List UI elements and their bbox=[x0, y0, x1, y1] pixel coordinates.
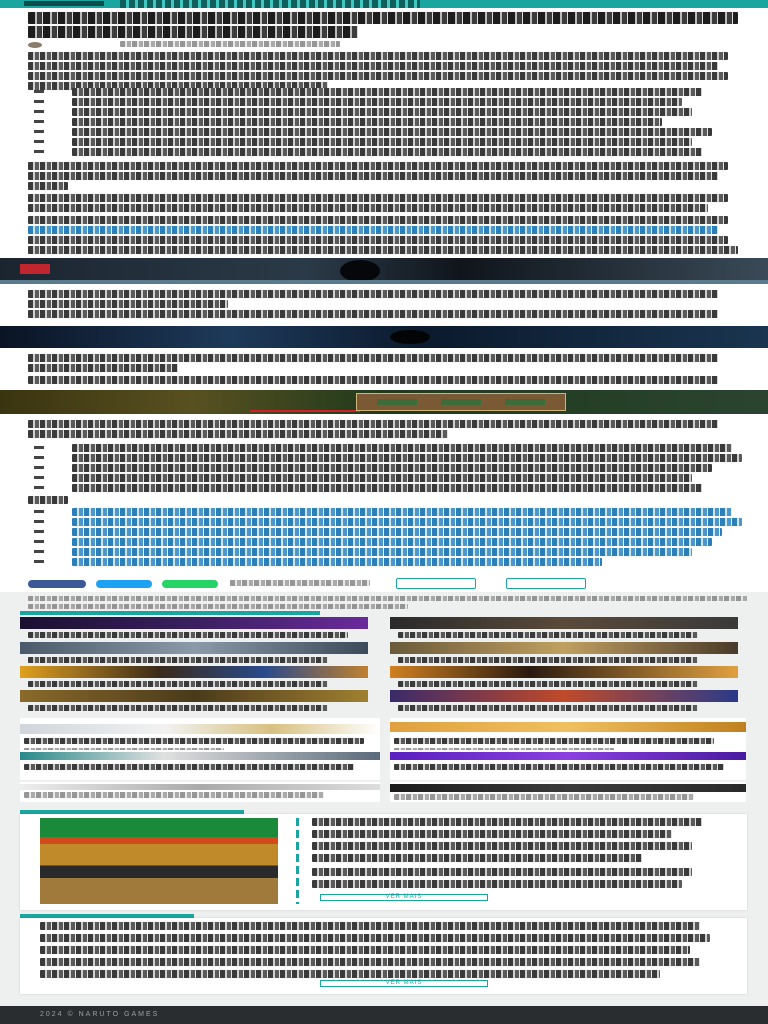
post-thumbnail bbox=[20, 784, 380, 790]
paragraph-line bbox=[28, 420, 718, 428]
post-title bbox=[394, 738, 714, 744]
image-detail bbox=[356, 393, 566, 411]
bullet-marker bbox=[34, 550, 44, 553]
see-more-button[interactable]: VER MAIS bbox=[320, 894, 488, 901]
list-item bbox=[72, 148, 702, 156]
related-link[interactable] bbox=[72, 518, 742, 526]
prev-post-button[interactable] bbox=[396, 578, 476, 589]
widget-item[interactable] bbox=[40, 970, 660, 978]
list-item bbox=[72, 88, 702, 96]
bullet-marker bbox=[34, 476, 44, 479]
share-bar bbox=[0, 576, 768, 592]
widget-item[interactable] bbox=[312, 830, 672, 838]
list-item bbox=[72, 464, 712, 472]
author-avatar bbox=[28, 42, 42, 48]
widget-item[interactable] bbox=[40, 946, 690, 954]
widget-item[interactable] bbox=[312, 880, 682, 888]
post-card[interactable] bbox=[20, 750, 380, 780]
paragraph-line bbox=[28, 236, 728, 244]
post-title bbox=[394, 794, 694, 800]
list-item bbox=[72, 128, 712, 136]
related-area bbox=[0, 592, 768, 1006]
list-item bbox=[72, 474, 692, 482]
post-thumbnail bbox=[20, 752, 380, 760]
post-thumbnail bbox=[390, 722, 746, 732]
bullet-marker bbox=[34, 530, 44, 533]
post-title[interactable] bbox=[398, 632, 698, 638]
bullet-marker bbox=[34, 456, 44, 459]
site-header bbox=[0, 0, 768, 8]
paragraph-line bbox=[28, 246, 738, 254]
bullet-marker bbox=[34, 110, 44, 113]
post-thumbnail[interactable] bbox=[390, 617, 738, 629]
site-logo[interactable] bbox=[120, 0, 420, 8]
related-link[interactable] bbox=[72, 538, 712, 546]
post-thumbnail[interactable] bbox=[390, 642, 738, 654]
widget-panel bbox=[20, 918, 747, 994]
post-title bbox=[24, 792, 324, 798]
article-title-line-2 bbox=[28, 26, 358, 38]
bullet-marker bbox=[34, 510, 44, 513]
game-thumbnail[interactable] bbox=[40, 818, 278, 904]
post-card[interactable] bbox=[390, 750, 746, 780]
post-title[interactable] bbox=[28, 657, 328, 663]
tags-line bbox=[28, 596, 748, 601]
post-title[interactable] bbox=[28, 632, 348, 638]
breadcrumb[interactable] bbox=[24, 1, 104, 6]
paragraph-line bbox=[28, 172, 718, 180]
paragraph-line bbox=[28, 290, 718, 298]
image-detail bbox=[377, 399, 417, 405]
article-image bbox=[0, 258, 768, 284]
bullet-marker bbox=[34, 130, 44, 133]
related-heading bbox=[20, 611, 320, 615]
facebook-share-button[interactable] bbox=[28, 580, 86, 588]
bullet-marker bbox=[34, 560, 44, 563]
post-title bbox=[24, 738, 364, 744]
post-title bbox=[394, 764, 724, 770]
post-card[interactable] bbox=[390, 782, 746, 802]
list-divider bbox=[296, 818, 299, 904]
next-post-button[interactable] bbox=[506, 578, 586, 589]
list-item bbox=[72, 454, 742, 462]
bullet-marker bbox=[34, 90, 44, 93]
image-detail bbox=[505, 399, 545, 405]
bullet-marker bbox=[34, 466, 44, 469]
post-title[interactable] bbox=[398, 681, 698, 687]
paragraph-line bbox=[28, 162, 728, 170]
author-name[interactable] bbox=[120, 41, 340, 47]
paragraph-line bbox=[28, 310, 718, 318]
character-silhouette bbox=[390, 330, 430, 344]
bullet-marker bbox=[34, 486, 44, 489]
footer-copyright: 2024 © NARUTO GAMES bbox=[40, 1011, 160, 1018]
post-card[interactable] bbox=[20, 782, 380, 802]
post-thumbnail[interactable] bbox=[20, 666, 368, 678]
post-title[interactable] bbox=[28, 705, 328, 711]
image-detail bbox=[0, 280, 768, 284]
post-title[interactable] bbox=[398, 657, 698, 663]
paragraph-line bbox=[28, 194, 728, 202]
list-item bbox=[72, 484, 702, 492]
paragraph-line bbox=[28, 300, 228, 308]
image-detail bbox=[20, 264, 50, 274]
paragraph-line bbox=[28, 496, 68, 504]
related-link[interactable] bbox=[72, 548, 692, 556]
character-silhouette bbox=[340, 260, 380, 282]
see-more-button[interactable]: VER MAIS bbox=[320, 980, 488, 987]
paragraph-line bbox=[28, 364, 178, 372]
list-item bbox=[72, 118, 662, 126]
bullet-marker bbox=[34, 446, 44, 449]
bullet-marker bbox=[34, 520, 44, 523]
widget-item[interactable] bbox=[312, 854, 642, 862]
site-footer bbox=[0, 1006, 768, 1024]
bullet-marker bbox=[34, 120, 44, 123]
widget-item[interactable] bbox=[40, 958, 700, 966]
paragraph-line bbox=[28, 376, 718, 384]
bullet-marker bbox=[34, 540, 44, 543]
inline-link[interactable] bbox=[28, 226, 718, 234]
twitter-share-button[interactable] bbox=[96, 580, 152, 588]
image-detail bbox=[441, 399, 481, 405]
paragraph-line bbox=[28, 204, 708, 212]
post-thumbnail[interactable] bbox=[390, 690, 738, 702]
paragraph-line bbox=[28, 430, 448, 438]
paragraph-line bbox=[28, 182, 68, 190]
paragraph-line bbox=[28, 62, 718, 70]
post-title[interactable] bbox=[398, 705, 698, 711]
tags-line bbox=[28, 604, 408, 609]
post-thumbnail[interactable] bbox=[390, 666, 738, 678]
post-thumbnail[interactable] bbox=[20, 690, 368, 702]
post-thumbnail[interactable] bbox=[20, 617, 368, 629]
list-item bbox=[72, 98, 682, 106]
article-title bbox=[28, 12, 738, 24]
bullet-marker bbox=[34, 140, 44, 143]
list-item bbox=[72, 108, 692, 116]
paragraph-line bbox=[28, 72, 728, 80]
related-link[interactable] bbox=[72, 508, 732, 516]
widget-item[interactable] bbox=[312, 818, 702, 826]
whatsapp-share-button[interactable] bbox=[162, 580, 218, 588]
bullet-marker bbox=[34, 150, 44, 153]
post-thumbnail bbox=[390, 784, 746, 792]
widget-item[interactable] bbox=[40, 934, 710, 942]
image-detail bbox=[250, 410, 360, 412]
post-title[interactable] bbox=[28, 681, 328, 687]
article-image bbox=[0, 326, 768, 348]
paragraph-line bbox=[28, 216, 728, 224]
list-item bbox=[72, 444, 732, 452]
related-link[interactable] bbox=[72, 528, 722, 536]
share-caption bbox=[230, 580, 370, 586]
post-thumbnail[interactable] bbox=[20, 642, 368, 654]
post-title bbox=[24, 764, 354, 770]
post-thumbnail bbox=[20, 724, 380, 734]
post-thumbnail bbox=[390, 752, 746, 760]
widget-item[interactable] bbox=[312, 868, 692, 876]
paragraph-line bbox=[28, 354, 718, 362]
article-image bbox=[0, 390, 768, 414]
widget-item[interactable] bbox=[40, 922, 700, 930]
related-link[interactable] bbox=[72, 558, 602, 566]
list-item bbox=[72, 138, 692, 146]
bullet-marker bbox=[34, 100, 44, 103]
widget-item[interactable] bbox=[312, 842, 692, 850]
widget-panel bbox=[20, 814, 747, 910]
paragraph-line bbox=[28, 52, 728, 60]
